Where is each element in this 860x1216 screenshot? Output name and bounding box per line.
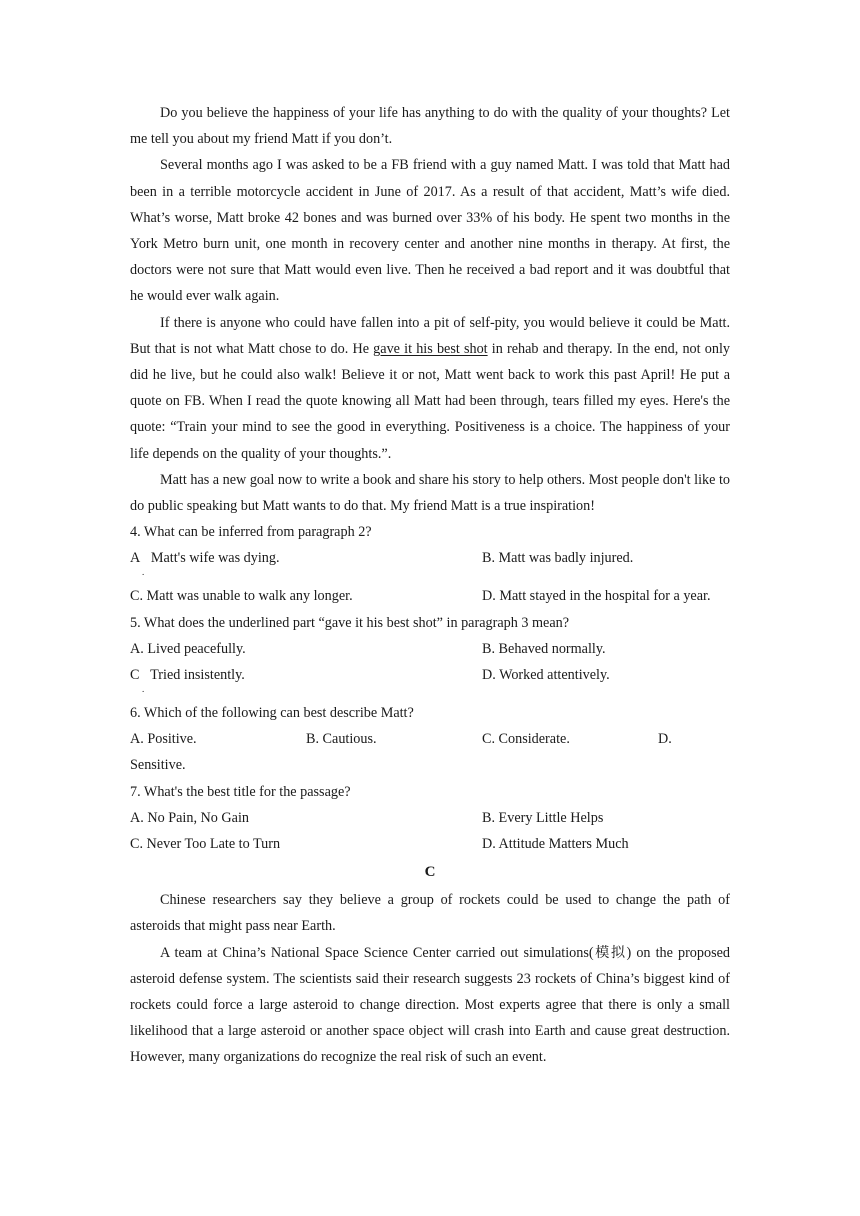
- option-c-dot-mark: .: [142, 684, 145, 695]
- question-4-option-d: D. Matt stayed in the hospital for a year.: [482, 588, 711, 605]
- paragraph-3-text-after: in rehab and therapy. In the end, not only did he live, but he could also walk! Believe it or not, Matt went back to work this past April! He put a quote on FB. When I read the quote knowing all Matt had been through, tears filled my eyes. Here's the quote: “Train your mind to see the good in everything. Positiveness is a choice. The happiness of your life depends on the quality of your thoughts.”.: [130, 340, 730, 462]
- question-7-option-b: B. Every Little Helps: [482, 809, 604, 826]
- question-6-option-d-letter: D.: [658, 731, 672, 748]
- question-5-options-row-2: [130, 662, 730, 700]
- question-6-options-row: [130, 726, 730, 752]
- question-6-option-a: A. Positive.: [130, 731, 197, 748]
- passage-paragraph-1: Do you believe the happiness of your life has anything to do with the quality of your thoughts? Let me tell you about my friend Matt if you don’t.: [130, 105, 730, 148]
- question-7-options-row-1: [130, 805, 730, 831]
- question-7-option-a: A. No Pain, No Gain: [130, 809, 250, 826]
- question-4-option-c: C. Matt was unable to walk any longer.: [130, 588, 353, 605]
- question-6-option-d-text: Sensitive.: [130, 757, 186, 774]
- question-5-option-c: [130, 662, 245, 688]
- question-7-option-d: D. Attitude Matters Much: [482, 836, 629, 853]
- passage-paragraph-2: Several months ago I was asked to be a FB friend with a guy named Matt. I was told that Matt had been in a terrible motorcycle accident in June of 2017. As a result of that accident, Matt’s wife died. What’s worse, Matt broke 42 bones and was burned over 33% of his body. He spent two months in the York Metro burn unit, one month in recovery center and another nine months in therapy. At first, the doctors were not sure that Matt would even live. Then he received a bad report and it was doubtful that he would ever walk again.: [130, 157, 730, 305]
- question-4-option-b: B. Matt was badly injured.: [482, 550, 634, 567]
- paragraph-3-text-before: If there is anyone who could have fallen into a pit of self-pity, you would believe it could be Matt. But that is not what Matt chose to do. He: [130, 314, 730, 357]
- question-7-options-row-2: [130, 831, 730, 857]
- question-6-option-c: C. Considerate.: [482, 731, 570, 748]
- question-4-stem: 4. What can be inferred from paragraph 2?: [130, 524, 372, 541]
- passage-paragraph-4: Matt has a new goal now to write a book and share his story to help others. Most people don't like to do public speaking but Matt wants to do that. My friend Matt is a true inspiration!: [130, 471, 730, 515]
- section-c-paragraph-2: A team at China’s National Space Science Center carried out simulations(模拟) on the proposed asteroid defense system. The scientists said their research suggests 23 rockets of China’s biggest kind of rockets could force a large asteroid to change direction. Most experts agree that there is only a small likelihood that a large asteroid or another space object will crash into Earth and cause great destruction. However, many organizations do recognize the real risk of such an event.: [130, 944, 730, 1066]
- question-6-option-b: B. Cautious.: [306, 731, 377, 748]
- underlined-phrase: gave it his best shot: [373, 340, 488, 357]
- option-a-text: Matt's wife was dying.: [150, 550, 280, 567]
- question-4-options-row-2: [130, 583, 730, 609]
- section-c-heading: C: [424, 864, 436, 881]
- question-7-stem: 7. What's the best title for the passage?: [130, 783, 351, 800]
- option-a-dot-mark: .: [142, 567, 145, 578]
- document-page: [130, 100, 730, 1071]
- passage-paragraph-3: [130, 310, 730, 467]
- question-5-option-a: A. Lived peacefully.: [130, 640, 246, 657]
- option-c-letter: C: [130, 667, 140, 684]
- option-c-text: Tried insistently.: [150, 667, 245, 684]
- question-4-option-a: [130, 545, 280, 571]
- section-c-paragraph-1: Chinese researchers say they believe a group of rockets could be used to change the path of asteroids that might pass near Earth.: [130, 892, 730, 935]
- question-5-option-b: B. Behaved normally.: [482, 640, 606, 657]
- question-7-option-c: C. Never Too Late to Turn: [130, 836, 281, 853]
- question-5-option-d: D. Worked attentively.: [482, 667, 610, 684]
- question-5-stem: 5. What does the underlined part “gave it his best shot” in paragraph 3 mean?: [130, 614, 570, 631]
- question-6-stem: 6. Which of the following can best describe Matt?: [130, 705, 414, 722]
- question-4-options-row-1: [130, 545, 730, 583]
- option-a-letter: A: [130, 550, 141, 567]
- question-5-options-row-1: [130, 636, 730, 662]
